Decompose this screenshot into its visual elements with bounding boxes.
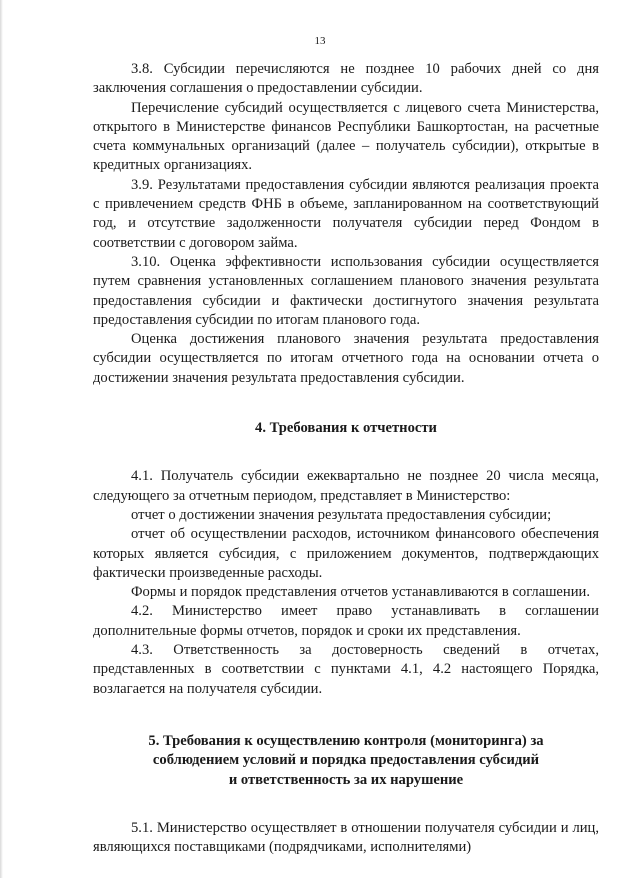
paragraph-4-3: 4.3. Ответственность за достоверность сведений в отчетах, представленных в соответствии с пунктами 4.1, 4.2 настоящего Порядка, возлагается на получателя субсидии. bbox=[93, 642, 599, 697]
paragraph-report-result: отчет о достижении значения результата предоставления субсидии; bbox=[131, 506, 552, 523]
paragraph-forms: Формы и порядок представления отчетов устанавливаются в соглашении. bbox=[131, 584, 590, 601]
section-5-heading-line: и ответственность за их нарушение bbox=[228, 771, 464, 788]
section-5-heading-line: соблюдением условий и порядка предоставления субсидий bbox=[152, 752, 540, 769]
page-content bbox=[93, 60, 599, 857]
section-5-heading-line: 5. Требования к осуществлению контроля (мониторинга) за bbox=[148, 732, 544, 749]
paragraph-5-1: 5.1. Министерство осуществляет в отношении получателя субсидии и лиц, являющихся поставщиками (подрядчиками, исполнителями) bbox=[93, 819, 599, 856]
scan-edge-shadow bbox=[0, 0, 3, 878]
paragraph-report-expenses: отчет об осуществлении расходов, источником финансового обеспечения которых является субсидия, с приложением документов, подтверждающих фактически произведенные расходы. bbox=[93, 526, 599, 581]
paragraph-4-1: 4.1. Получатель субсидии ежеквартально не позднее 20 числа месяца, следующего за отчетным периодом, представляет в Министерство: bbox=[93, 468, 599, 504]
page-number: 13 bbox=[314, 35, 326, 47]
paragraph-3-8: 3.8. Субсидии перечисляются не позднее 10 рабочих дней со дня заключения соглашения о предоставлении субсидии. bbox=[93, 61, 599, 97]
paragraph-transfer: Перечисление субсидий осуществляется с лицевого счета Министерства, открытого в Министерстве финансов Республики Башкортостан, на расчетные счета коммунальных организаций (далее – получатель субсидии), открытые в кредитных организациях. bbox=[93, 99, 599, 174]
section-4-heading: 4. Требования к отчетности bbox=[255, 420, 437, 437]
paragraph-assessment: Оценка достижения планового значения результата предоставления субсидии осуществляется по итогам отчетного года на основании отчета о достижении значения результата предоставления субсидии. bbox=[93, 331, 599, 386]
paragraph-4-2: 4.2. Министерство имеет право устанавливать в соглашении дополнительные формы отчетов, порядок и сроки их представления. bbox=[93, 603, 599, 639]
paragraph-3-10: 3.10. Оценка эффективности использования субсидии осуществляется путем сравнения установленных соглашением планового значения результата предоставления субсидии и фактически достигнутого значения результата предоставления субсидии по итогам планового года. bbox=[93, 253, 599, 328]
section-5-heading bbox=[93, 732, 599, 790]
paragraph-3-9: 3.9. Результатами предоставления субсидии являются реализация проекта с привлечением средств ФНБ в объеме, запланированном на соответствующий год, и отсутствие задолженности получателя субсидии перед Фондом в соответствии с договором займа. bbox=[93, 176, 599, 251]
